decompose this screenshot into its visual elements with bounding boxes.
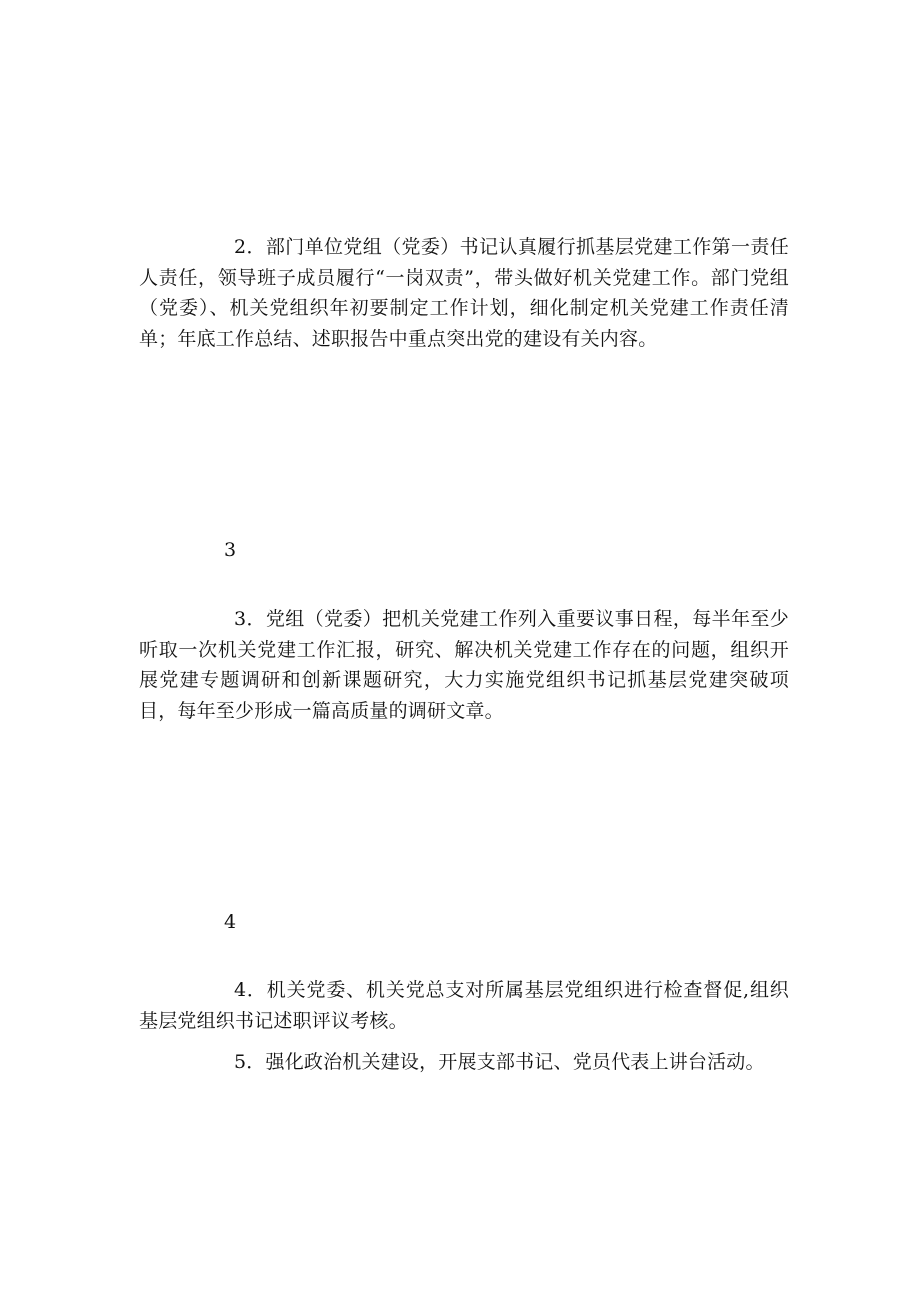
section-marker-4: 4 xyxy=(224,911,237,933)
paragraph-item-5: 5．强化政治机关建设，开展支部书记、党员代表上讲台活动。 xyxy=(234,1051,765,1073)
paragraph-item-4: 4．机关党委、机关党总支对所属基层党组织进行检查督促,组织基层党组织书记述职评议考核。 xyxy=(139,979,789,1032)
paragraph-item-3: 3．党组（党委）把机关党建工作列入重要议事日程，每半年至少听取一次机关党建工作汇报，研究、解决机关党建工作存在的问题，组织开展党建专题调研和创新课题研究，大力实施党组织书记抓基层党建突破项目，每年至少形成一篇高质量的调研文章。 xyxy=(139,608,789,722)
paragraph-item-2: 2．部门单位党组（党委）书记认真履行抓基层党建工作第一责任人责任，领导班子成员履行“一岗双责”，带头做好机关党建工作。部门党组（党委）、机关党组织年初要制定工作计划，细化制定机关党建工作责任清单；年底工作总结、述职报告中重点突出党的建设有关内容。 xyxy=(139,236,789,350)
section-marker-3: 3 xyxy=(224,539,237,561)
